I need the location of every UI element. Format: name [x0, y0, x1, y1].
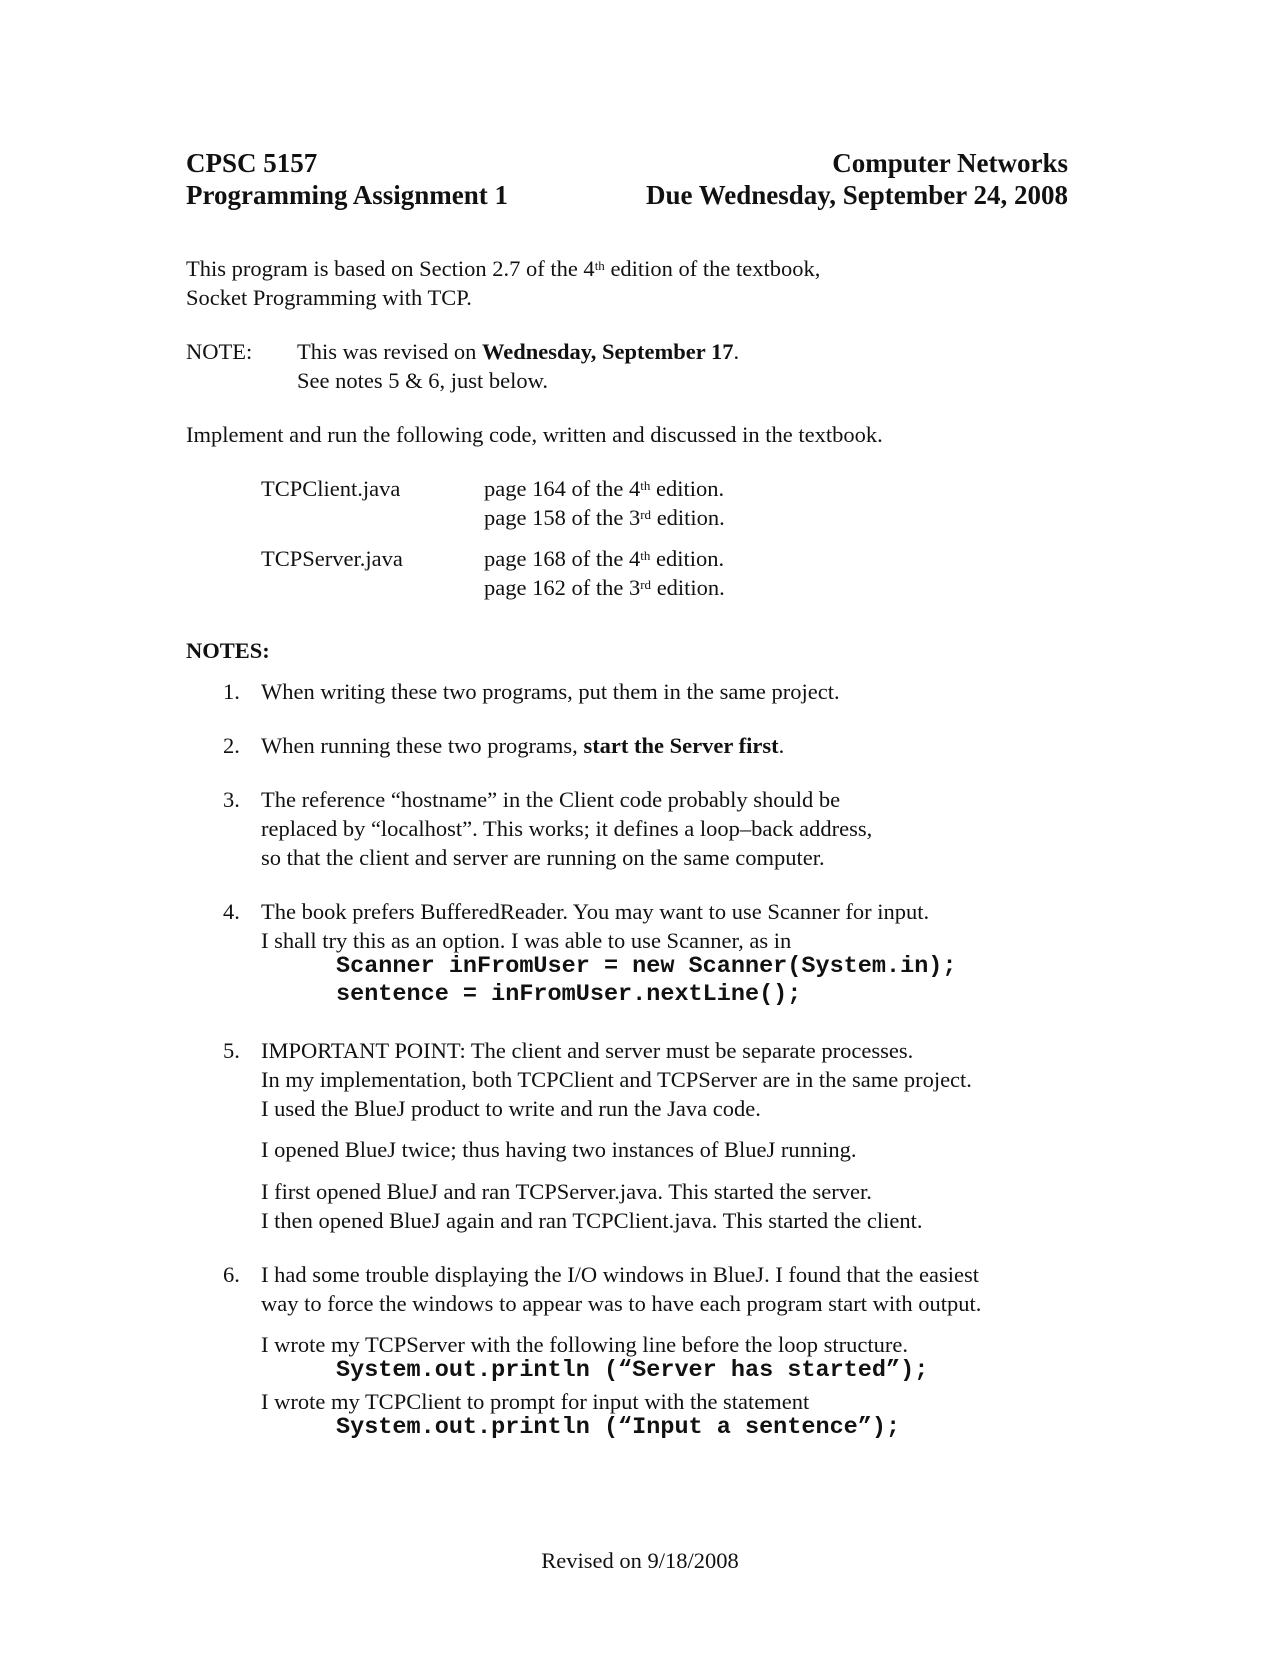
note-5-line-1: IMPORTANT POINT: The client and server must be separate processes. — [261, 1038, 914, 1063]
note-3-line-1: The reference “hostname” in the Client code probably should be — [261, 787, 841, 812]
file-ref-server-3rd: page 162 of the 3rd edition. — [484, 575, 725, 600]
note-line-1: This was revised on Wednesday, September 17. — [297, 339, 740, 364]
note-line-2: See notes 5 & 6, just below. — [297, 368, 549, 393]
note-6-line-1: I had some trouble displaying the I/O windows in BlueJ. I found that the easiest — [261, 1262, 980, 1287]
note-5-para-3-line-2: I then opened BlueJ again and ran TCPClient.java. This started the client. — [261, 1208, 923, 1233]
note-3-line-3: so that the client and server are running on the same computer. — [261, 845, 825, 870]
file-ref-client-4th: page 164 of the 4th edition. — [484, 476, 725, 501]
implement-line: Implement and run the following code, written and discussed in the textbook. — [186, 422, 883, 447]
due-date: Due Wednesday, September 24, 2008 — [645, 180, 1068, 210]
note-4-number: 4. — [223, 899, 240, 924]
note-1-text: When writing these two programs, put them in the same project. — [261, 679, 840, 704]
note-6-line-2: way to force the windows to appear was to have each program start with output. — [261, 1291, 982, 1316]
note-6-server-code: System.out.println (“Server has started”); — [336, 1357, 929, 1384]
intro-line-2: Socket Programming with TCP. — [186, 285, 472, 310]
revision-footer: Revised on 9/18/2008 — [541, 1548, 739, 1573]
note-6-server-line: I wrote my TCPServer with the following line before the loop structure. — [261, 1332, 908, 1357]
note-6-client-code: System.out.println (“Input a sentence”); — [336, 1414, 901, 1441]
note-4-code-2: sentence = inFromUser.nextLine(); — [336, 981, 802, 1008]
file-ref-server-4th: page 168 of the 4th edition. — [484, 546, 725, 571]
course-code: CPSC 5157 — [186, 148, 318, 178]
note-label: NOTE: — [186, 339, 253, 364]
notes-heading: NOTES: — [186, 638, 270, 663]
note-5-para-3-line-1: I first opened BlueJ and ran TCPServer.java. This started the server. — [261, 1179, 872, 1204]
assignment-title: Programming Assignment 1 — [186, 180, 508, 210]
note-5-number: 5. — [223, 1038, 240, 1063]
note-1-number: 1. — [223, 679, 240, 704]
note-2-number: 2. — [223, 733, 240, 758]
note-5-line-2: In my implementation, both TCPClient and TCPServer are in the same project. — [261, 1067, 972, 1092]
file-ref-client-3rd: page 158 of the 3rd edition. — [484, 505, 725, 530]
intro-line-1: This program is based on Section 2.7 of the 4th edition of the textbook, — [186, 256, 821, 281]
note-5-line-3: I used the BlueJ product to write and run the Java code. — [261, 1096, 761, 1121]
file-name-server: TCPServer.java — [261, 546, 403, 571]
note-6-client-line: I wrote my TCPClient to prompt for input with the statement — [261, 1389, 810, 1414]
note-2-text: When running these two programs, start the Server first. — [261, 733, 785, 758]
note-6-number: 6. — [223, 1262, 240, 1287]
note-3-number: 3. — [223, 787, 240, 812]
file-name-client: TCPClient.java — [261, 476, 401, 501]
note-5-para-2: I opened BlueJ twice; thus having two instances of BlueJ running. — [261, 1137, 857, 1162]
course-title: Computer Networks — [832, 148, 1068, 178]
note-3-line-2: replaced by “localhost”. This works; it defines a loop–back address, — [261, 816, 873, 841]
note-4-line-2: I shall try this as an option. I was able to use Scanner, as in — [261, 928, 792, 953]
note-4-code-1: Scanner inFromUser = new Scanner(System.in); — [336, 953, 957, 980]
note-4-line-1: The book prefers BufferedReader. You may want to use Scanner for input. — [261, 899, 930, 924]
